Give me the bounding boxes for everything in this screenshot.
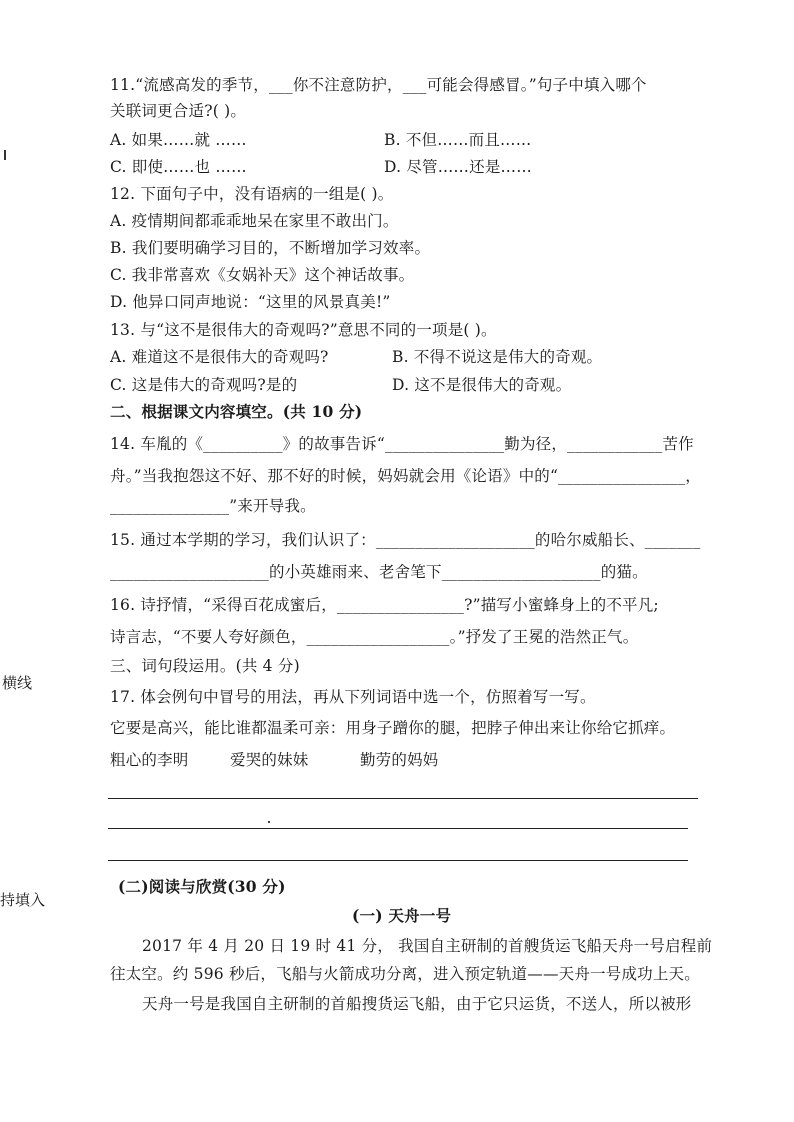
scan-speck	[268, 821, 270, 823]
q12-option-d: D. 他异口同声地说：“这里的风景真美!”	[110, 293, 391, 311]
q16-line2: 诗言志，“不要人夸好颜色，__________________。”抒发了王冕的浩然正气。	[110, 628, 639, 646]
q14-line2: 舟。”当我抱怨这不好、那不好的时候，妈妈就会用《论语》中的“________________，	[110, 467, 702, 485]
q14-line3: _______________”来开导我。	[110, 497, 316, 515]
q12-option-b: B. 我们要明确学习目的，不断增加学习效率。	[110, 239, 431, 257]
q15-line1: 15. 通过本学期的学习，我们认识了：____________________的哈尔威船长、_______	[110, 531, 701, 549]
answer-line-3[interactable]	[108, 860, 688, 861]
q16-line1: 16. 诗抒情，“采得百花成蜜后，________________?”描写小蜜蜂身上的不平凡;	[110, 596, 659, 614]
margin-text-2: 持填入	[0, 891, 46, 909]
q13-option-b: B. 不得不说这是伟大的奇观。	[392, 348, 603, 366]
q17-option-1: 粗心的李明	[110, 751, 189, 769]
reading-heading: (二)阅读与欣赏(30 分)	[118, 877, 286, 896]
q11-option-c: C. 即使……也 ……	[110, 158, 247, 176]
q17-option-2: 爱哭的妹妹	[230, 751, 309, 769]
q11-option-d: D. 尽管……还是……	[384, 158, 532, 176]
article-p2-line1: 天舟一号是我国自主研制的首船搜货运飞船，由于它只运货，不送人，所以被形	[142, 995, 692, 1013]
margin-mark	[4, 150, 6, 160]
q11-option-b: B. 不但……而且……	[384, 131, 532, 149]
q12-stem: 12. 下面句子中，没有语病的一组是( )。	[110, 185, 394, 203]
q17-example: 它要是高兴，能比谁都温柔可亲：用身子蹭你的腿，把脖子伸出来让你给它抓痒。	[110, 719, 676, 737]
q13-option-a: A. 难道这不是很伟大的奇观吗?	[110, 348, 329, 366]
article-p1-line1: 2017 年 4 月 20 日 19 时 41 分， 我国自主研制的首艘货运飞船天舟一号启程前	[142, 937, 713, 955]
q17-stem: 17. 体会例句中冒号的用法，再从下列词语中选一个，仿照着写一写。	[110, 688, 596, 706]
q14-line1: 14. 车胤的《__________》的故事告诉“_______________勤为径，____________苦作	[110, 435, 694, 453]
article-p1-line2: 往太空。约 596 秒后，飞船与火箭成功分离，进入预定轨道——天舟一号成功上天。	[110, 965, 700, 983]
article-title: (一) 天舟一号	[352, 906, 452, 925]
q17-option-3: 勤劳的妈妈	[360, 751, 439, 769]
section2-title: 二、根据课文内容填空。(共 10 分)	[110, 402, 363, 421]
section3-title: 三、词句段运用。(共 4 分)	[110, 657, 300, 675]
q11-option-a: A. 如果……就 ……	[110, 131, 247, 149]
answer-line-2[interactable]	[108, 828, 688, 829]
q13-option-d: D. 这不是很伟大的奇观。	[392, 376, 572, 394]
margin-text-1: 横线	[2, 674, 33, 692]
q13-stem: 13. 与“这不是很伟大的奇观吗?”意思不同的一项是( )。	[110, 321, 497, 339]
q15-line2: ____________________的小英雄雨来、老舍笔下____________________的猫。	[110, 563, 648, 581]
q13-option-c: C. 这是伟大的奇观吗?是的	[110, 376, 298, 394]
q12-option-a: A. 疫情期间都乖乖地呆在家里不敢出门。	[110, 212, 399, 230]
q12-option-c: C. 我非常喜欢《女娲补天》这个神话故事。	[110, 266, 415, 284]
q11-stem-line1: 11.“流感高发的季节，___你不注意防护，___可能会得感冒。”句子中填入哪个	[110, 76, 647, 94]
q11-stem-line2: 关联词更合适?( )。	[110, 102, 247, 120]
answer-line-1[interactable]	[108, 798, 698, 799]
